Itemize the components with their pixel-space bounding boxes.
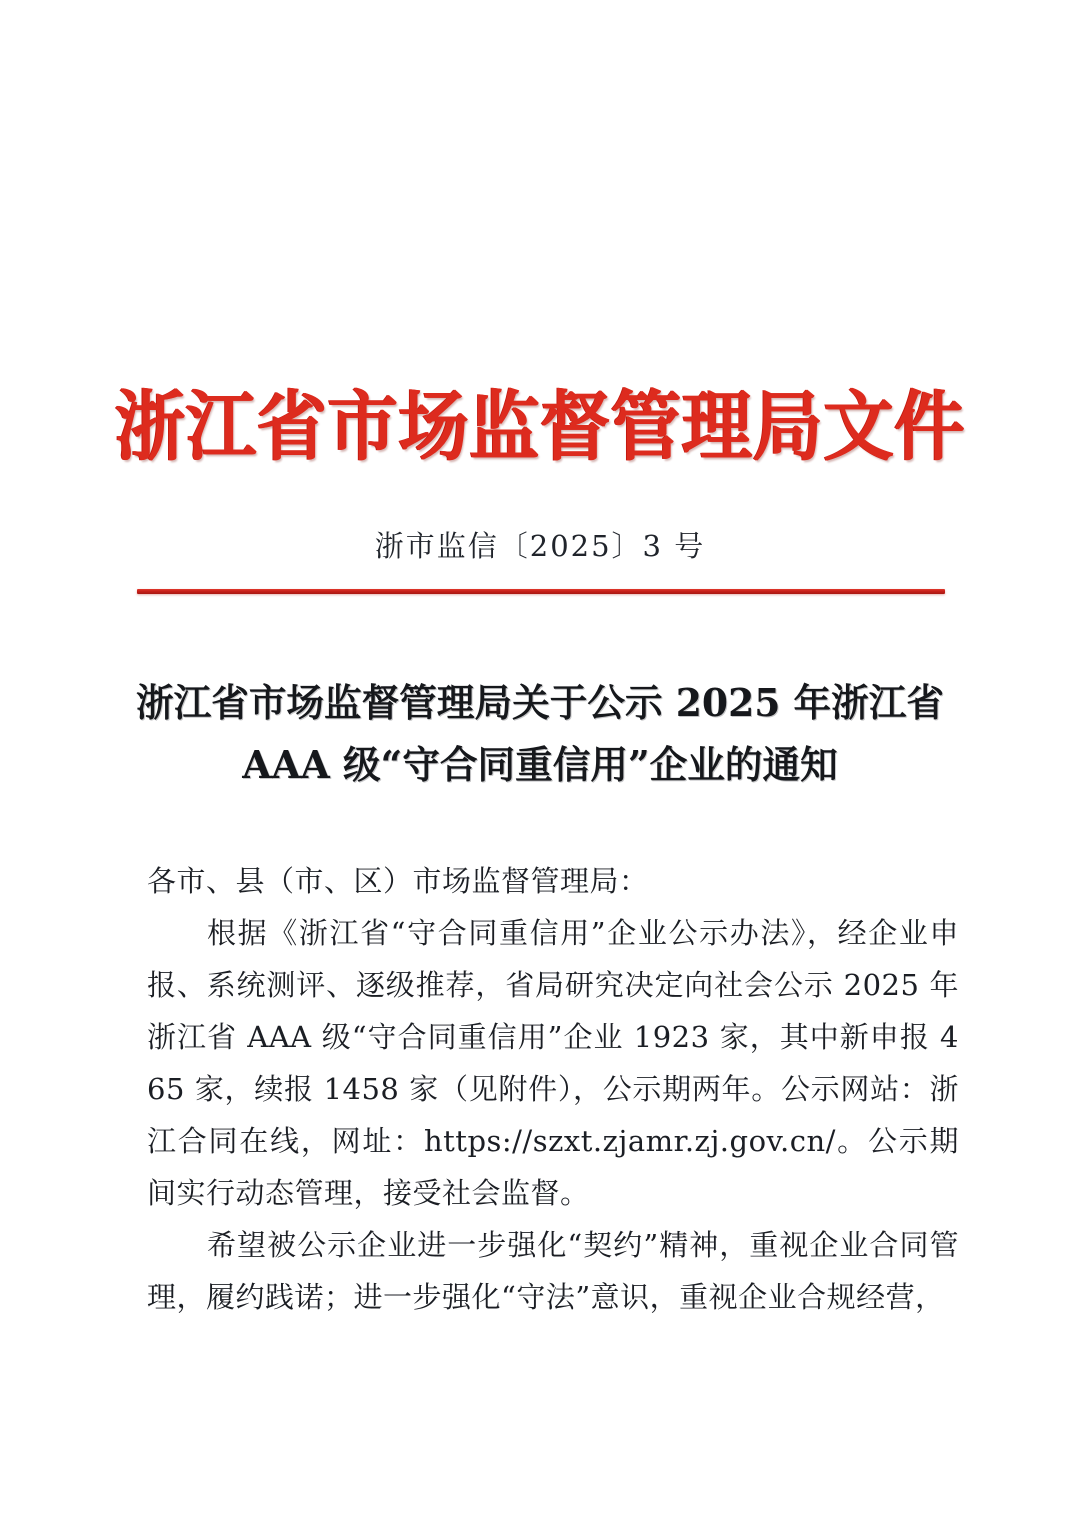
document-serial-number: 浙市监信〔2025〕3 号 [374,529,706,563]
document-title-line-1: 浙江省市场监督管理局关于公示 2025 年浙江省 [135,680,945,725]
body-paragraph-2: 希望被公示企业进一步强化“契约”精神，重视企业合同管理，履约践诺；进一步强化“守法”意识，重视企业合规经营， [147,1228,959,1314]
masthead-title: 浙江省市场监督管理局文件 [114,382,966,471]
masthead-banner [0,372,1080,482]
salutation-line: 各市、县（市、区）市场监督管理局： [147,864,649,898]
body-paragraph-1: 根据《浙江省“守合同重信用”企业公示办法》，经企业申报、系统测评、逐级推荐，省局研究决定向社会公示 2025 年浙江省 AAA 级“守合同重信用”企业 1923 家，其中新申报 465 家，续报 1458 家（见附件），公示期两年。公示网站：浙江合同在线，网址：https://szxt.zjamr.zj.gov.cn/。公示期间实行动态管理，接受社会监督。 [147,916,959,1210]
document-title [120,672,960,796]
document-body [147,855,959,1323]
document-title-line-2: AAA 级“守合同重信用”企业的通知 [242,742,838,787]
red-divider-rule [137,589,945,594]
